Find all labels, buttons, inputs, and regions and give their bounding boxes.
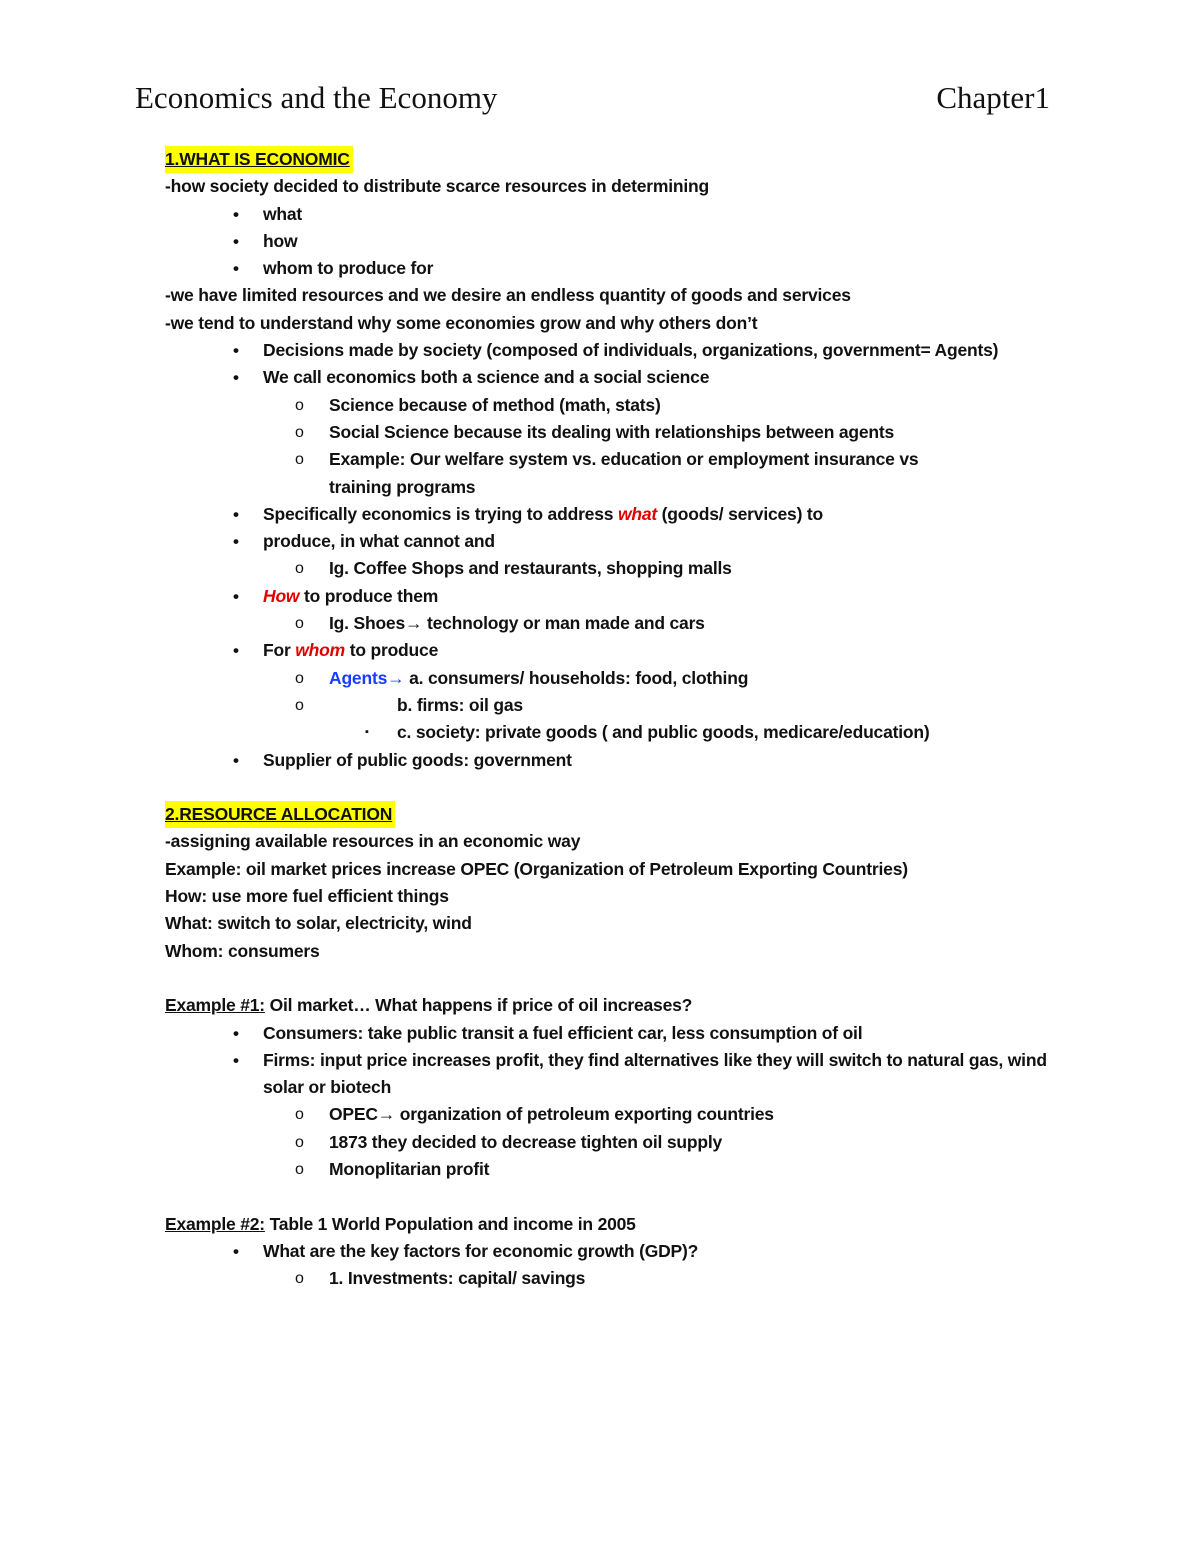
- sub-list-item: o Science because of method (math, stats): [165, 392, 1065, 419]
- bullet-icon: •: [233, 1241, 239, 1261]
- bullet-icon: •: [233, 750, 239, 770]
- list-item: • Supplier of public goods: government: [165, 747, 1065, 774]
- bullet-icon: •: [233, 641, 239, 661]
- agents-label: Agents→: [329, 667, 405, 688]
- list-item: • How to produce them: [165, 583, 1065, 610]
- example-1-label: Example #1:: [165, 995, 265, 1016]
- sub-list-item: o Ig. Coffee Shops and restaurants, shopping malls: [165, 555, 1065, 582]
- bullet-icon: •: [233, 1050, 239, 1070]
- circle-bullet-icon: o: [295, 396, 304, 414]
- list-item: • Consumers: take public transit a fuel efficient car, less consumption of oil: [165, 1020, 1065, 1047]
- circle-bullet-icon: o: [295, 669, 304, 687]
- list-item: • Specifically economics is trying to address what (goods/ services) to: [165, 501, 1065, 528]
- square-bullet-icon: ▪: [365, 726, 369, 739]
- chapter-label: Chapter1: [936, 80, 1050, 115]
- list-item: • produce, in what cannot and: [165, 528, 1065, 555]
- example-2-line: Example #2: Table 1 World Population and income in 2005: [165, 1213, 636, 1234]
- circle-bullet-icon: o: [295, 1270, 304, 1288]
- bullet-icon: •: [233, 504, 239, 524]
- bullet-icon: •: [233, 341, 239, 361]
- bullet-icon: •: [233, 231, 239, 251]
- bullet-icon: •: [233, 259, 239, 279]
- sub-list-item: o Agents→ a. consumers/ households: food, clothing: [165, 665, 1065, 692]
- sub-sub-list-item: ▪ c. society: private goods ( and public goods, medicare/education): [165, 719, 1065, 746]
- section-heading-what-is-economic: 1.WHAT IS ECONOMIC: [165, 146, 353, 173]
- paragraph: Whom: consumers: [165, 940, 320, 961]
- circle-bullet-icon: o: [295, 560, 304, 578]
- paragraph: Example: oil market prices increase OPEC (Organization of Petroleum Exporting Countries): [165, 858, 908, 879]
- sub-list-item: o 1. Investments: capital/ savings: [165, 1265, 1065, 1292]
- circle-bullet-icon: o: [295, 615, 304, 633]
- circle-bullet-icon: o: [295, 1160, 304, 1178]
- section-heading-resource-allocation: 2.RESOURCE ALLOCATION: [165, 801, 395, 828]
- document-title: Economics and the Economy: [135, 80, 498, 115]
- paragraph: -we have limited resources and we desire an endless quantity of goods and services: [165, 285, 851, 306]
- document-body: [165, 146, 1065, 1292]
- sub-list-item: o Example: Our welfare system vs. education or employment insurance vs training programs: [165, 446, 979, 501]
- list-item: • What are the key factors for economic growth (GDP)?: [165, 1238, 1065, 1265]
- paragraph: How: use more fuel efficient things: [165, 886, 449, 907]
- bullet-icon: •: [233, 368, 239, 388]
- sub-list-item: o b. firms: oil gas: [165, 692, 1065, 719]
- paragraph: -we tend to understand why some economies grow and why others don’t: [165, 312, 758, 333]
- list-item: • how: [165, 228, 1065, 255]
- circle-bullet-icon: o: [295, 451, 304, 469]
- sub-list-item: o Social Science because its dealing with relationships between agents: [165, 419, 1065, 446]
- bullet-icon: •: [233, 204, 239, 224]
- title-row: [135, 80, 1050, 116]
- circle-bullet-icon: o: [295, 1106, 304, 1124]
- circle-bullet-icon: o: [295, 696, 304, 714]
- list-item: • Decisions made by society (composed of individuals, organizations, government= Agents): [165, 337, 1053, 364]
- bullet-icon: •: [233, 532, 239, 552]
- sub-list-item: o Ig. Shoes→ technology or man made and cars: [165, 610, 1065, 637]
- list-item: • what: [165, 201, 1065, 228]
- paragraph: What: switch to solar, electricity, wind: [165, 913, 472, 934]
- list-item: • We call economics both a science and a social science: [165, 364, 1065, 391]
- list-item: • whom to produce for: [165, 255, 1065, 282]
- circle-bullet-icon: o: [295, 423, 304, 441]
- sub-list-item: o Monoplitarian profit: [165, 1156, 1065, 1183]
- paragraph: -assigning available resources in an economic way: [165, 831, 581, 852]
- example-1-line: Example #1: Oil market… What happens if price of oil increases?: [165, 995, 693, 1016]
- bullet-icon: •: [233, 586, 239, 606]
- sub-list-item: o OPEC→ organization of petroleum exporting countries: [165, 1101, 1065, 1128]
- circle-bullet-icon: o: [295, 1133, 304, 1151]
- bullet-icon: •: [233, 1023, 239, 1043]
- sub-list-item: o 1873 they decided to decrease tighten oil supply: [165, 1129, 1065, 1156]
- example-2-label: Example #2:: [165, 1213, 265, 1234]
- list-item: • Firms: input price increases profit, they find alternatives like they will switch to natural gas, wind solar or biotech: [165, 1047, 1073, 1102]
- paragraph: -how society decided to distribute scarce resources in determining: [165, 176, 710, 197]
- list-item: • For whom to produce: [165, 637, 1065, 664]
